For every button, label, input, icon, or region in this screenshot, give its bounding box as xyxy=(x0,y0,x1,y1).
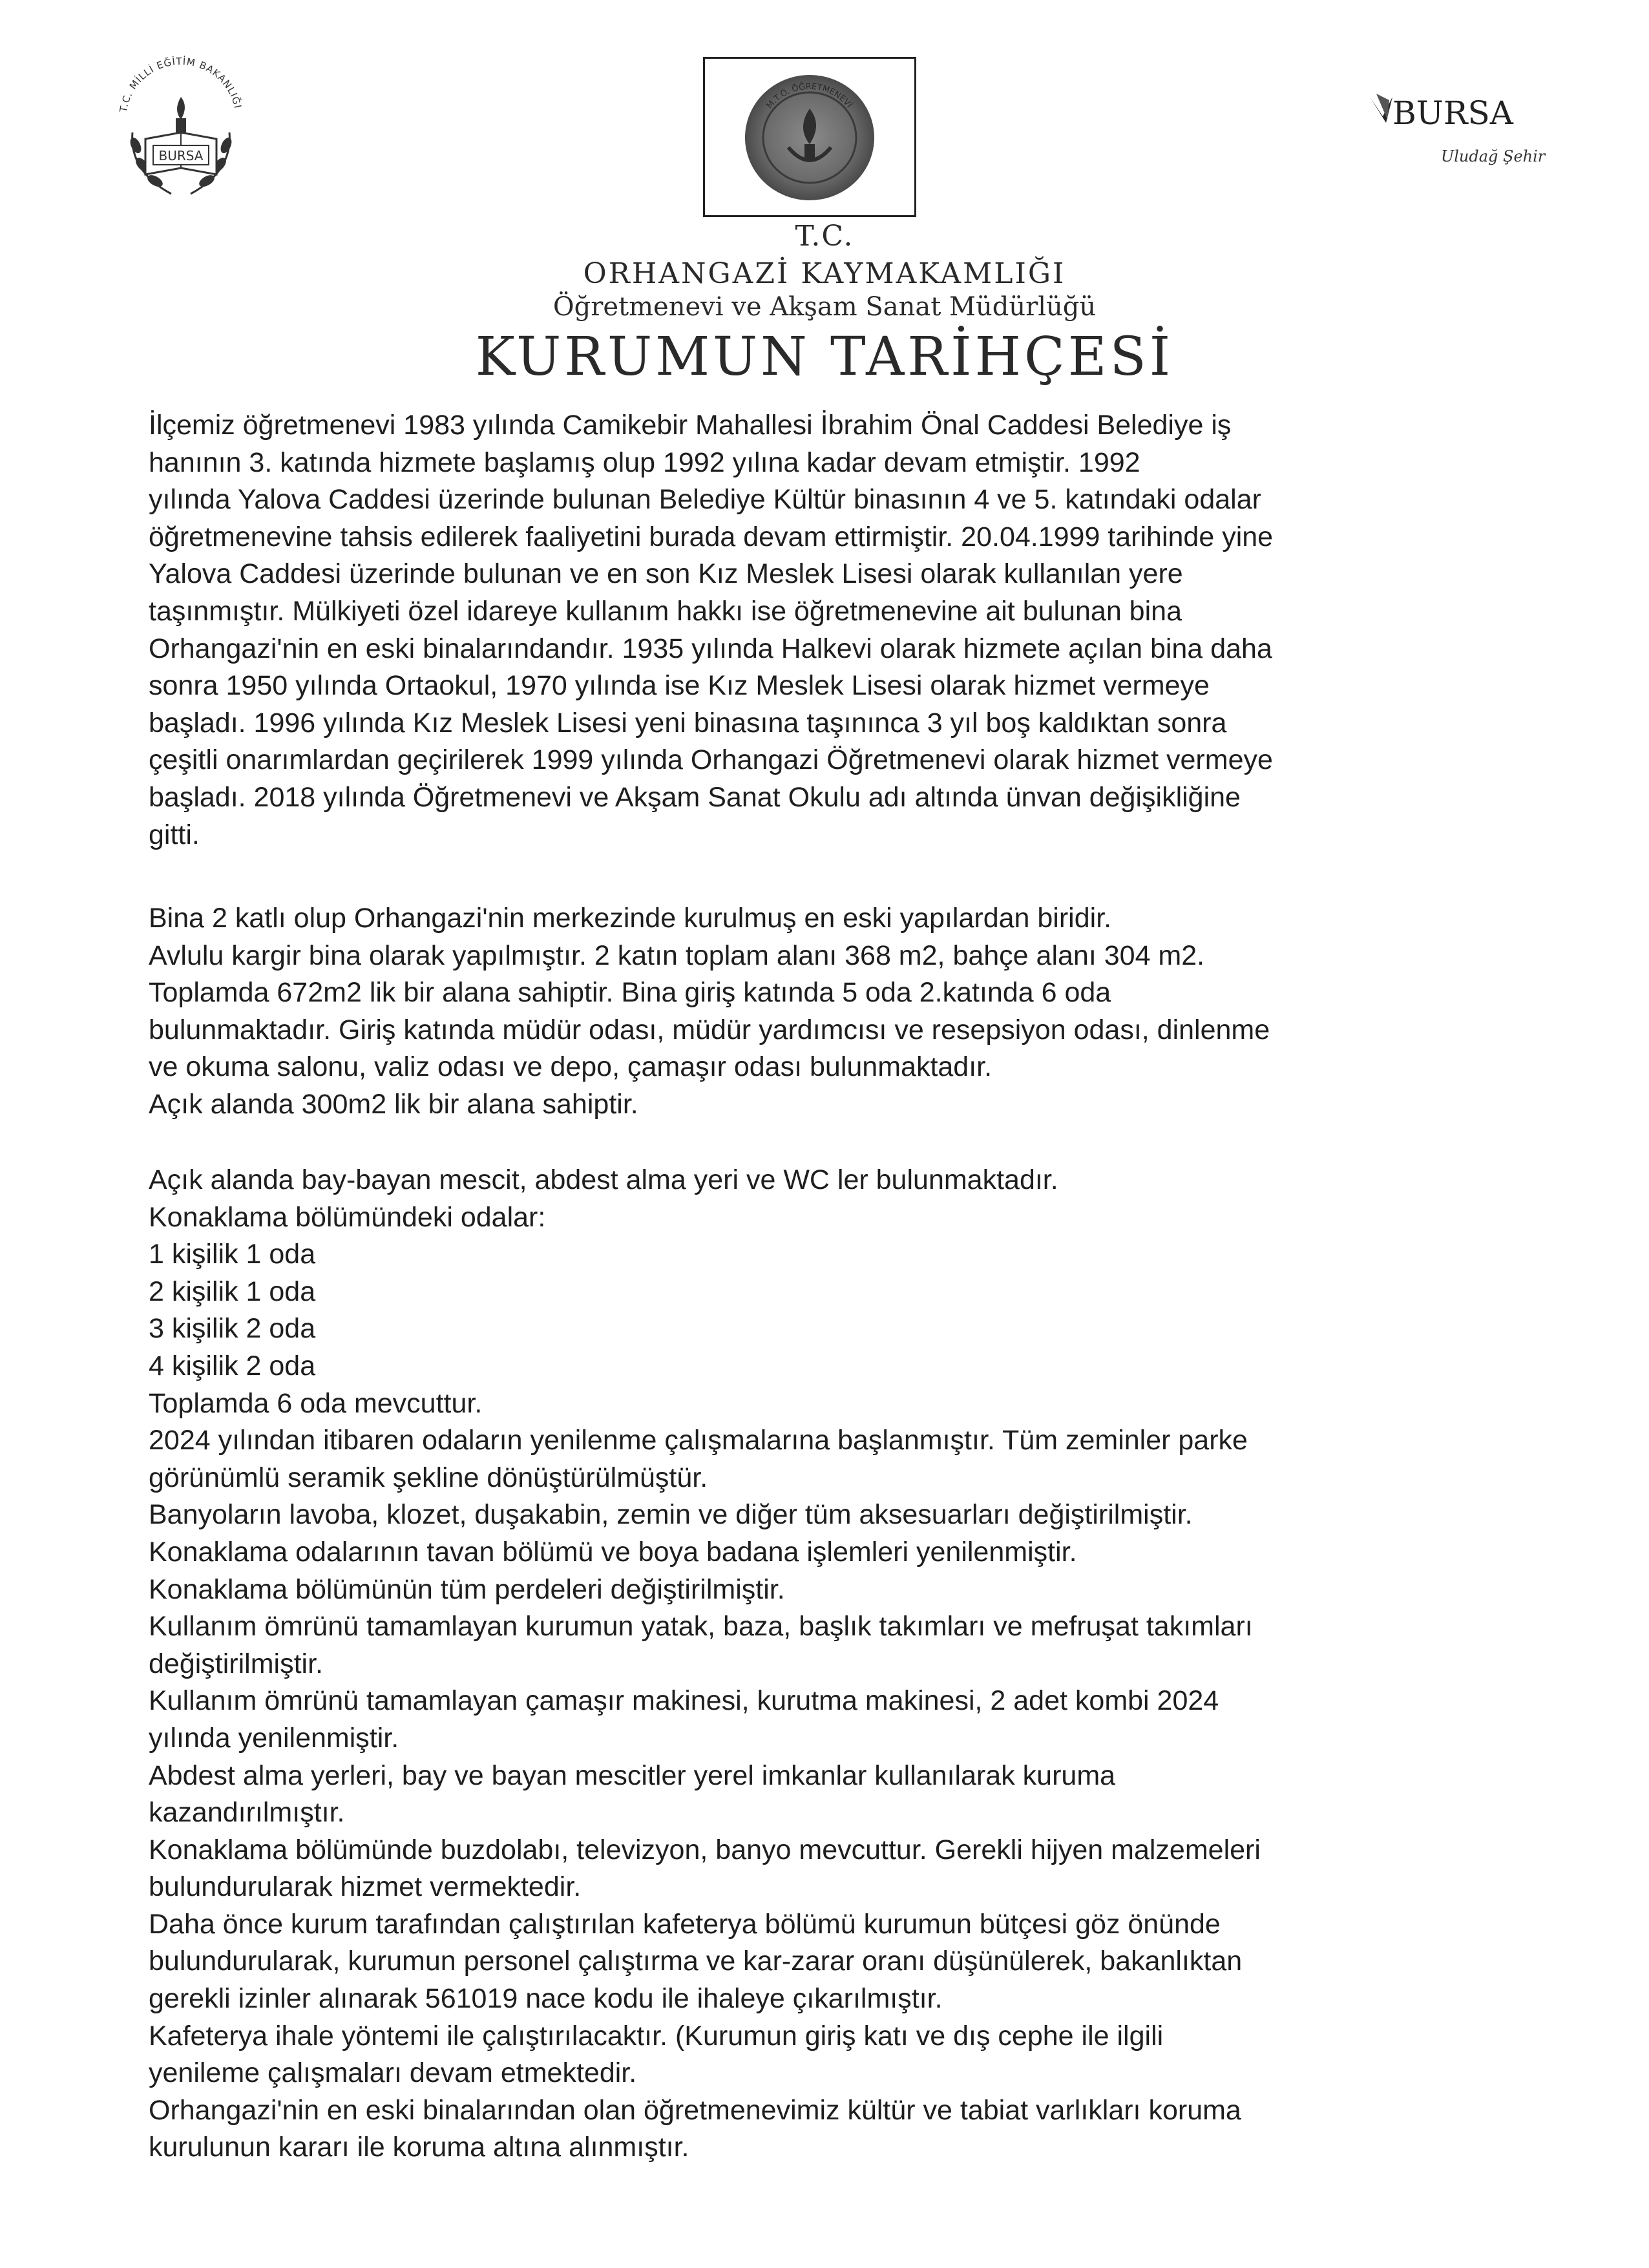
text-line: Konaklama bölümünün tüm perdeleri değiştirilmiştir. xyxy=(149,1573,785,1605)
emblem-badge-text: BURSA xyxy=(158,148,204,163)
bursa-logo-text: BURSA xyxy=(1392,94,1513,132)
bursa-city-logo xyxy=(1367,84,1546,174)
text-line: Konaklama bölümünde buzdolabı, televizyon, banyo mevcuttur. Gerekli hijyen malzemeleri xyxy=(149,1834,1261,1865)
text-line: sonra 1950 yılında Ortaokul, 1970 yılında ise Kız Meslek Lisesi olarak hizmet vermeye xyxy=(149,670,1210,702)
text-line: başladı. 1996 yılında Kız Meslek Lisesi yeni binasına taşınınca 3 yıl boş kaldıktan sonra xyxy=(149,707,1227,739)
text-line: Kullanım ömrünü tamamlayan çamaşır makinesi, kurutma makinesi, 2 adet kombi 2024 xyxy=(149,1685,1219,1717)
text-line: 2024 yılından itibaren odaların yenilenme çalışmalarına başlanmıştır. Tüm zeminler parke xyxy=(149,1425,1248,1456)
building-paragraph xyxy=(149,900,1493,1124)
text-line: Toplamda 6 oda mevcuttur. xyxy=(149,1387,483,1419)
text-line: Açık alanda bay-bayan mescit, abdest alma yeri ve WC ler bulunmaktadır. xyxy=(149,1164,1058,1195)
text-line: yenileme çalışmaları devam etmektedir. xyxy=(149,2057,637,2089)
text-line: Orhangazi'nin en eski binalarındandır. 1935 yılında Halkevi olarak hizmete açılan bina daha xyxy=(149,633,1272,664)
text-line: başladı. 2018 yılında Öğretmenevi ve Akşam Sanat Okulu adı altında ünvan değişikliğine xyxy=(149,781,1241,813)
seal-arc-text: M.T.Ö. ÖĞRETMENEVİ xyxy=(764,81,854,111)
text-line: hanının 3. katında hizmete başlamış olup 1992 yılına kadar devam etmiştir. 1992 xyxy=(149,446,1140,478)
text-line: yılında yenilenmiştir. xyxy=(149,1722,399,1754)
text-line: Bina 2 katlı olup Orhangazi'nin merkezinde kurulmuş en eski yapılardan biridir. xyxy=(149,903,1112,934)
text-line: Kafeterya ihale yöntemi ile çalıştırılacaktır. (Kurumun giriş katı ve dış cephe ile ilgili xyxy=(149,2020,1164,2052)
text-line: Toplamda 672m2 lik bir alana sahiptir. Bina giriş katında 5 oda 2.katında 6 oda xyxy=(149,977,1111,1009)
text-line: kazandırılmıştır. xyxy=(149,1797,345,1829)
text-line: 3 kişilik 2 oda xyxy=(149,1313,316,1345)
text-line: ve okuma salonu, valiz odası ve depo, çamaşır odası bulunmaktadır. xyxy=(149,1051,993,1083)
teachers-house-seal xyxy=(729,70,890,205)
text-line: Abdest alma yerleri, bay ve bayan mescitler yerel imkanlar kullanılarak kuruma xyxy=(149,1759,1116,1791)
text-line: Daha önce kurum tarafından çalıştırılan kafeterya bölümü kurumun bütçesi göz önünde xyxy=(149,1908,1221,1940)
header-kaymakamlik: ORHANGAZİ KAYMAKAMLIĞI xyxy=(583,257,1066,290)
page-title: KURUMUN TARİHÇESİ xyxy=(475,326,1174,388)
text-line: Banyoların lavoba, klozet, duşakabin, zemin ve diğer tüm aksesuarları değiştirilmiştir. xyxy=(149,1499,1193,1531)
facilities-paragraph xyxy=(149,1162,1493,2167)
text-line: bulundurularak hizmet vermektedir. xyxy=(149,1871,582,1903)
bursa-logo-signature: Uludağ Şehir xyxy=(1441,147,1546,165)
text-line: İlçemiz öğretmenevi 1983 yılında Camikebir Mahallesi İbrahim Önal Caddesi Belediye iş xyxy=(149,410,1232,441)
text-line: değiştirilmiştir. xyxy=(149,1648,323,1679)
text-line: 1 kişilik 1 oda xyxy=(149,1239,316,1270)
emblem-arc-text: T.C. MİLLİ EĞİTİM BAKANLIĞI xyxy=(117,55,244,114)
history-paragraph xyxy=(149,407,1493,854)
text-line: Orhangazi'nin en eski binalarından olan öğretmenevimiz kültür ve tabiat varlıkları koruma xyxy=(149,2094,1241,2126)
text-line: bulundurularak, kurumun personel çalıştırma ve kar-zarar oranı düşünülerek, bakanlıktan xyxy=(149,1946,1243,1977)
text-line: taşınmıştır. Mülkiyeti özel idareye kullanım hakkı ise öğretmenevine ait bulunan bina xyxy=(149,595,1182,627)
text-line: kurulunun kararı ile koruma altına alınmıştır. xyxy=(149,2132,689,2163)
text-line: 4 kişilik 2 oda xyxy=(149,1350,316,1381)
text-line: gerekli izinler alınarak 561019 nace kodu ile ihaleye çıkarılmıştır. xyxy=(149,1983,943,2015)
header-mudurluk: Öğretmenevi ve Akşam Sanat Müdürlüğü xyxy=(552,292,1097,322)
text-line: Açık alanda 300m2 lik bir alana sahiptir. xyxy=(149,1088,638,1120)
text-line: Konaklama bölümündeki odalar: xyxy=(149,1201,546,1233)
text-line: bulunmaktadır. Giriş katında müdür odası, müdür yardımcısı ve resepsiyon odası, dinlenme xyxy=(149,1014,1270,1045)
ministry-emblem-logo xyxy=(107,36,255,204)
text-line: görünümlü seramik şekline dönüştürülmüştür. xyxy=(149,1462,708,1493)
text-line: öğretmenevine tahsis edilerek faaliyetini burada devam ettirmiştir. 20.04.1999 tarihinde yine xyxy=(149,521,1274,552)
text-line: gitti. xyxy=(149,819,200,850)
text-line: Kullanım ömrünü tamamlayan kurumun yatak, baza, başlık takımları ve mefruşat takımları xyxy=(149,1611,1253,1643)
text-line: yılında Yalova Caddesi üzerinde bulunan Belediye Kültür binasının 4 ve 5. katındaki odalar xyxy=(149,484,1261,516)
text-line: Yalova Caddesi üzerinde bulunan ve en son Kız Meslek Lisesi olarak kullanılan yere xyxy=(149,558,1183,590)
text-line: Avlulu kargir bina olarak yapılmıştır. 2 katın toplam alanı 368 m2, bahçe alanı 304 m2. xyxy=(149,940,1205,971)
text-line: 2 kişilik 1 oda xyxy=(149,1276,316,1307)
header-tc: T.C. xyxy=(795,220,854,253)
text-line: çeşitli onarımlardan geçirilerek 1999 yılında Orhangazi Öğretmenevi olarak hizmet vermeye xyxy=(149,744,1273,776)
text-line: Konaklama odalarının tavan bölümü ve boya badana işlemleri yenilenmiştir. xyxy=(149,1536,1077,1568)
